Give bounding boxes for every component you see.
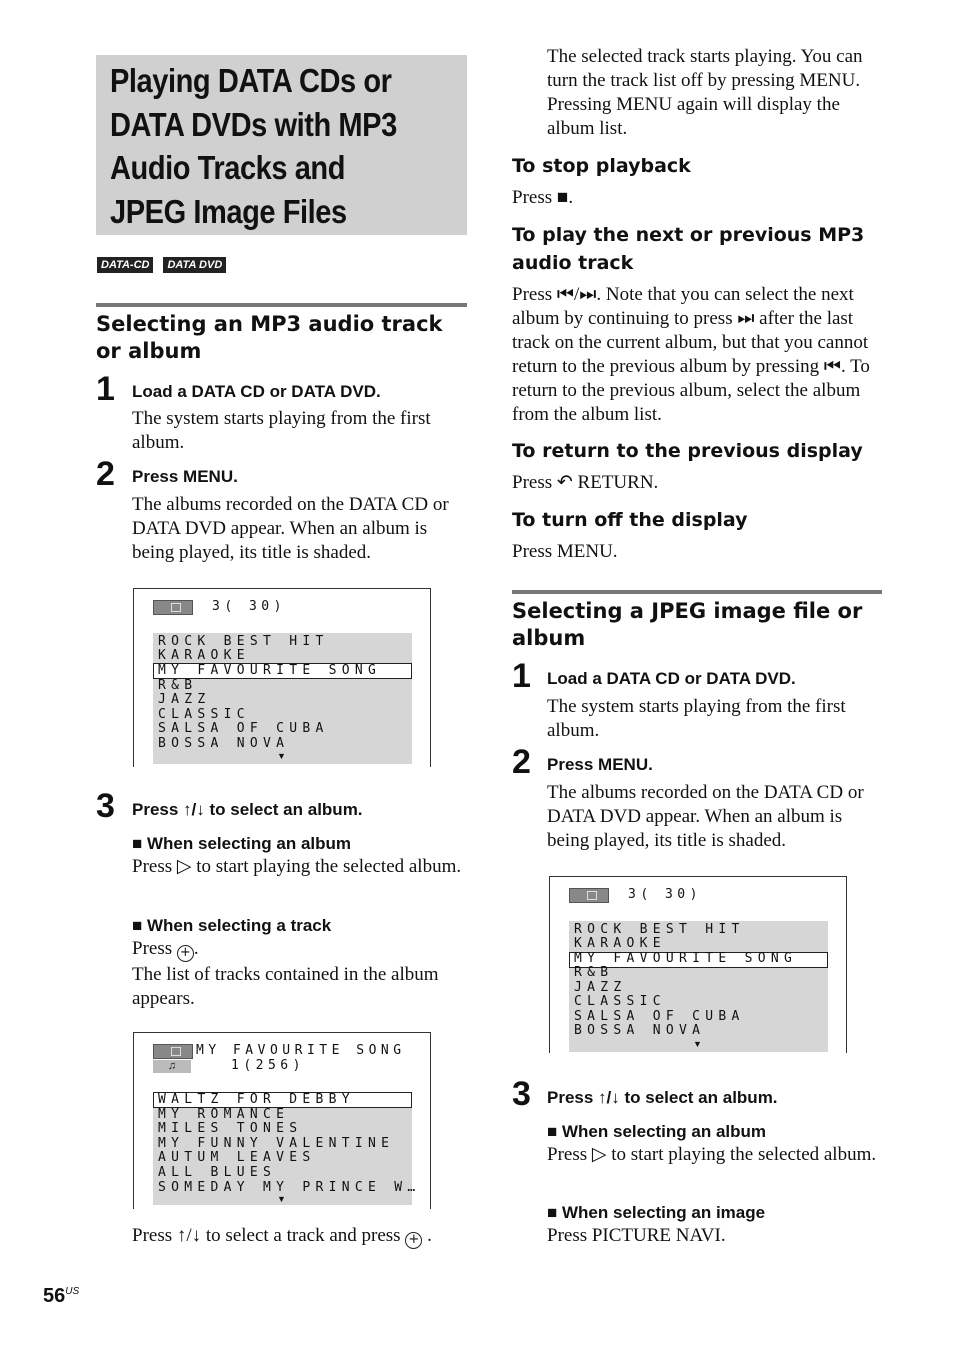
list-item[interactable]: AUTUM LEAVES [158,1150,316,1165]
list-item[interactable]: MY FAVOURITE SONG [158,663,382,678]
list-item[interactable]: KARAOKE [574,936,666,951]
sub-body [132,937,199,962]
step-number: 2 [512,743,531,781]
list-item[interactable]: ROCK BEST HIT [158,634,329,649]
page-suffix: US [65,1286,80,1297]
sub-body: The list of tracks contained in the album appears. [132,964,439,1009]
step-body: The system starts playing from the first album. [132,408,431,453]
data-cd-badge: DATA-CD [97,257,153,273]
menu-screen-albums-jpeg [549,876,847,1053]
text: to start playing the selected album. [611,1144,877,1165]
text: Press [547,1144,588,1165]
list-item[interactable]: KARAOKE [158,648,250,663]
step-body: The system starts playing from the first album. [547,696,846,741]
text: Press [132,938,173,959]
music-note-icon: ♫ [153,1060,191,1073]
list-item[interactable]: JAZZ [574,980,627,995]
section-rule [96,303,467,307]
step-heading: Press MENU. [547,755,653,774]
album-counter: 3( 30) [212,599,286,614]
track-counter: 1(256) [231,1058,305,1073]
return-heading: To return to the previous display [512,440,863,462]
sub-heading: ■ When selecting an album [547,1122,767,1141]
list-item[interactable]: MY ROMANCE [158,1107,290,1122]
list-item[interactable]: BOSSA NOVA [574,1023,706,1038]
format-badges [97,255,226,273]
stop-body: Press ■. [512,187,574,208]
intro-text: The selected track starts playing. You can turn the track list off by pressing MENU. Pressing MENU again will display the album list. [547,46,863,139]
list-item[interactable]: ALL BLUES [158,1165,277,1180]
step-heading: Load a DATA CD or DATA DVD. [547,669,796,688]
step-heading: Press ↑/↓ to select an album. [132,800,363,819]
album-name: MY FAVOURITE SONG [196,1043,406,1058]
step-number: 2 [96,455,115,493]
page-title: Playing DATA CDs or DATA DVDs with MP3 Audio Tracks and JPEG Image Files [110,62,397,230]
text: to start playing the selected album. [196,856,462,877]
list-item[interactable]: SALSA OF CUBA [574,1009,745,1024]
list-item[interactable]: MY FAVOURITE SONG [574,951,798,966]
sub-heading: ■ When selecting an album [132,834,352,853]
menu-screen-albums [133,588,431,767]
section-heading-mp3: Selecting an MP3 audio track or album [96,312,443,363]
step-number: 3 [512,1075,531,1113]
play-icon: ▷ [591,1144,607,1165]
enter-icon: + [405,1232,422,1249]
play-icon: ▷ [176,856,192,877]
list-item[interactable]: R&B [158,678,198,693]
step-heading: Press MENU. [132,467,238,486]
text: Press [132,856,173,877]
title-box [96,55,467,235]
step-body: The albums recorded on the DATA CD or DATA DVD appear. When an album is being played, its title is shaded. [132,494,449,563]
folder-icon [153,600,193,615]
album-counter: 3( 30) [628,887,702,902]
stop-heading: To stop playback [512,155,691,177]
off-heading: To turn off the display [512,509,748,531]
enter-icon: + [177,945,194,962]
list-item[interactable]: WALTZ FOR DEBBY [158,1092,355,1107]
step-body: The albums recorded on the DATA CD or DATA DVD appear. When an album is being played, its title is shaded. [547,782,864,851]
list-item[interactable]: R&B [574,965,614,980]
step-number: 1 [512,657,531,695]
step-heading: Press ↑/↓ to select an album. [547,1088,778,1107]
off-body: Press MENU. [512,541,618,562]
list-item[interactable]: SOMEDAY MY PRINCE W… [158,1180,421,1195]
page-number [43,1285,79,1308]
list-item[interactable]: MY FUNNY VALENTINE [158,1136,395,1151]
section-rule [512,590,882,594]
after-screen-text [132,1224,432,1249]
text: . [193,938,199,959]
text: . [427,1225,432,1246]
step-heading: Load a DATA CD or DATA DVD. [132,382,381,401]
sub-body: Press PICTURE NAVI. [547,1225,726,1246]
sub-heading: ■ When selecting a track [132,916,332,935]
next-heading: To play the next or previous MP3 audio track [512,224,865,274]
list-item[interactable]: JAZZ [158,692,211,707]
page-number-value: 56 [43,1285,66,1307]
sub-body [132,855,462,879]
list-item[interactable]: ROCK BEST HIT [574,922,745,937]
list-item[interactable]: SALSA OF CUBA [158,721,329,736]
text: Press ↑/↓ to select a track and press [132,1225,401,1246]
sub-heading: ■ When selecting an image [547,1203,766,1222]
sub-body [547,1143,877,1167]
menu-screen-tracks [133,1032,431,1209]
scroll-down-icon[interactable]: ▼ [693,1039,702,1049]
list-item[interactable]: CLASSIC [574,994,666,1009]
data-dvd-badge: DATA DVD [163,257,226,273]
list-item[interactable]: CLASSIC [158,707,250,722]
section-heading-jpeg: Selecting a JPEG image file or album [512,599,863,650]
list-item[interactable]: MILES TONES [158,1121,303,1136]
step-number: 3 [96,787,115,825]
folder-icon [569,888,609,903]
folder-icon [153,1044,193,1059]
scroll-down-icon[interactable]: ▼ [277,751,286,761]
return-body: Press ↶ RETURN. [512,472,659,493]
next-body: Press ⏮/⏭. Note that you can select the next album by continuing to press ⏭ after the last track on the current album, but that you cannot return to the previous album by pressing ⏮. To return to the previous album, select the album from the album list. [512,284,870,425]
scroll-down-icon[interactable]: ▼ [277,1194,286,1204]
list-item[interactable]: BOSSA NOVA [158,736,290,751]
step-number: 1 [96,370,115,408]
